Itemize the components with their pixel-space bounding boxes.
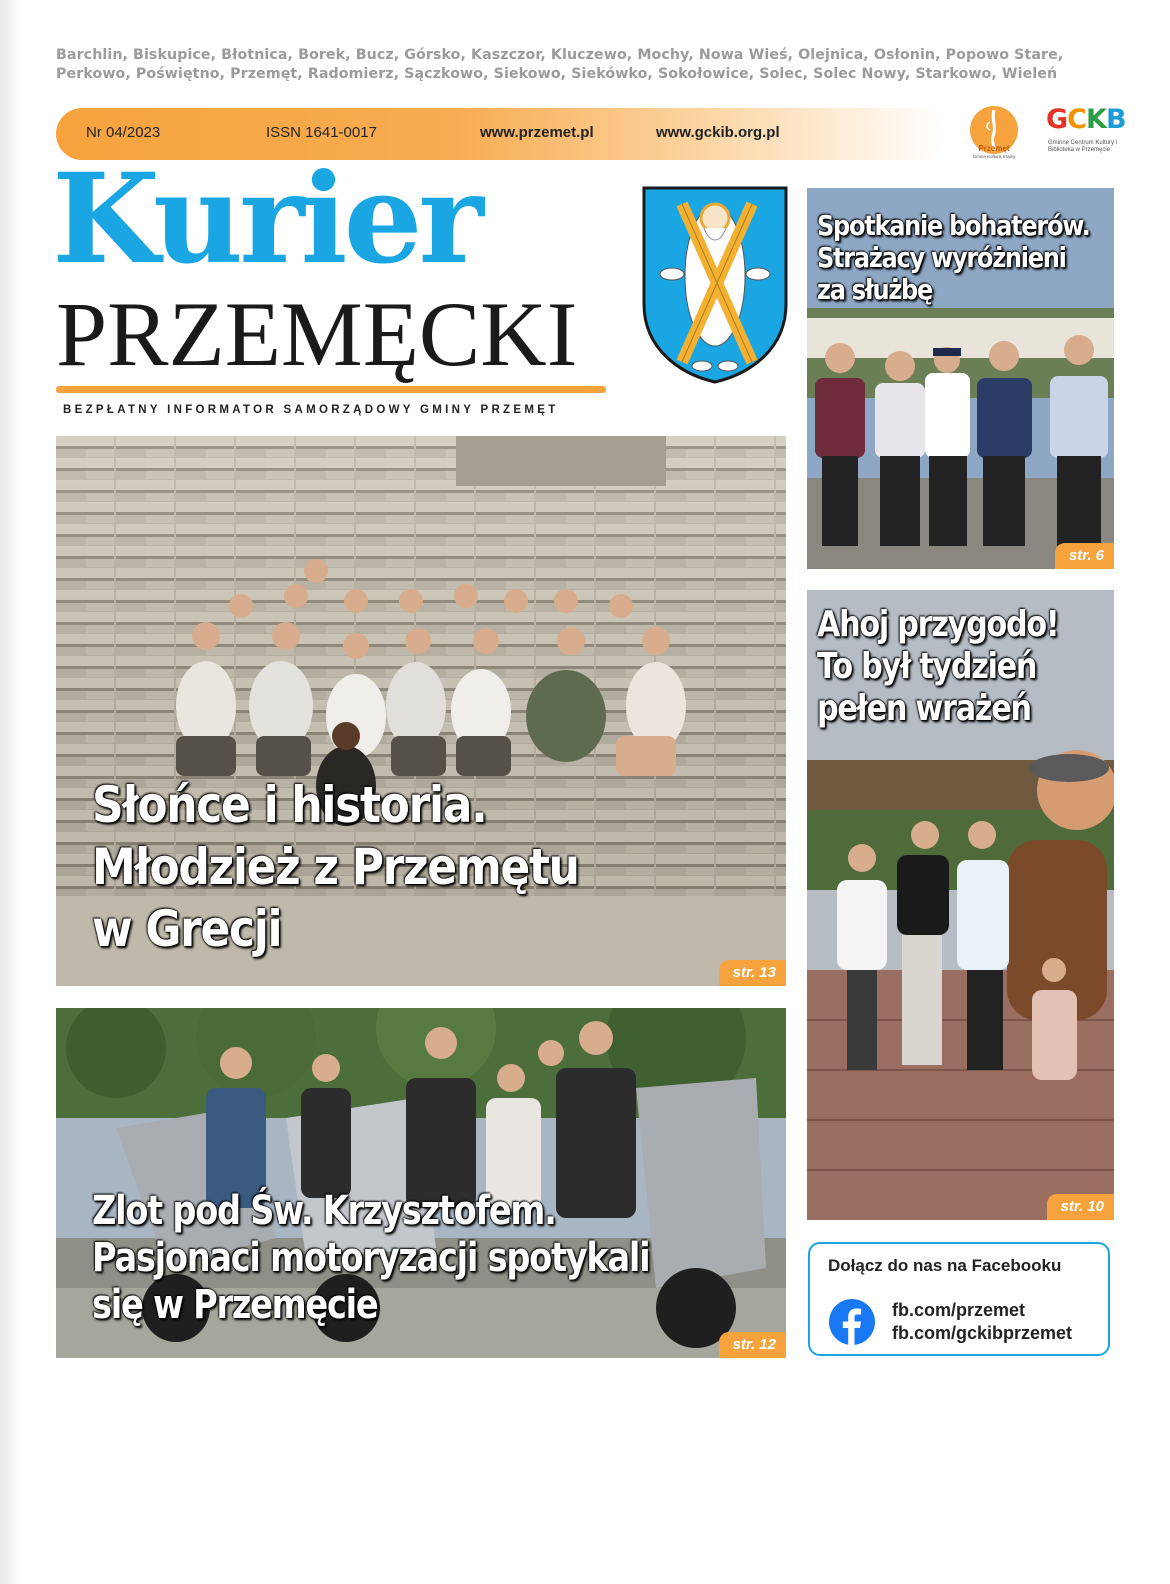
article-adventure[interactable] bbox=[807, 590, 1114, 1220]
coat-of-arms-icon bbox=[640, 184, 790, 386]
moto-headline-line-2: Pasjonaci motoryzacji spotykali bbox=[92, 1235, 650, 1281]
moto-page-badge: str. 12 bbox=[719, 1332, 786, 1358]
article-greece[interactable] bbox=[56, 436, 786, 986]
greece-headline-line-3: w Grecji bbox=[92, 900, 282, 958]
facebook-promo-title: Dołącz do nas na Facebooku bbox=[828, 1256, 1062, 1275]
website-link-przemet[interactable]: www.przemet.pl bbox=[480, 124, 594, 141]
website-link-gckib[interactable]: www.gckib.org.pl bbox=[656, 124, 780, 141]
moto-headline bbox=[92, 1188, 649, 1329]
greece-headline-line-2: Młodzież z Przemętu bbox=[92, 838, 579, 896]
issue-number: Nr 04/2023 bbox=[86, 124, 161, 141]
przemet-logo bbox=[964, 104, 1024, 164]
facebook-link-gckib[interactable]: fb.com/gckibprzemet bbox=[892, 1323, 1073, 1343]
masthead-underline bbox=[56, 386, 606, 393]
article-moto[interactable] bbox=[56, 1008, 786, 1358]
greece-page-badge: str. 13 bbox=[719, 960, 786, 986]
masthead-tagline: BEZPŁATNY INFORMATOR SAMORZĄDOWY GMINY PRZEMĘT bbox=[63, 404, 559, 416]
adventure-page-badge: str. 10 bbox=[1047, 1194, 1114, 1220]
greece-headline bbox=[92, 774, 579, 960]
adventure-headline-line-1: Ahoj przygodo! bbox=[817, 604, 1059, 645]
facebook-icon[interactable] bbox=[828, 1298, 876, 1346]
adventure-headline-line-3: pełen wrażeń bbox=[817, 688, 1031, 729]
masthead-title-przemecki: PRZEMĘCKI bbox=[56, 283, 578, 385]
heroes-page-badge: str. 6 bbox=[1055, 543, 1114, 569]
gckib-logo-letters: GCKB bbox=[1046, 104, 1126, 135]
greece-headline-line-1: Słońce i historia. bbox=[92, 776, 487, 834]
moto-headline-line-1: Zlot pod Św. Krzysztofem. bbox=[92, 1188, 556, 1234]
gckib-logo-sub: Gminne Centrum Kultury i Biblioteka w Przemęcie bbox=[1048, 140, 1118, 153]
przemet-logo-sub: Gmina Kulturą Krainy bbox=[972, 154, 1016, 159]
village-list bbox=[56, 46, 1126, 84]
village-list-line-1: Barchlin, Biskupice, Błotnica, Borek, Bucz, Górsko, Kaszczor, Kluczewo, Mochy, Nowa Wieś, Olejnica, Osłonin, Popowo Stare, bbox=[56, 47, 1064, 63]
adventure-headline bbox=[817, 604, 1058, 730]
gckib-logo bbox=[1040, 104, 1126, 166]
heroes-headline-line-3: za służbę bbox=[817, 273, 933, 306]
village-list-line-2: Perkowo, Poświętno, Przemęt, Radomierz, Sączkowo, Siekowo, Siekówko, Sokołowice, Solec, Solec Nowy, Starkowo, Wieleń bbox=[56, 66, 1058, 82]
facebook-promo-box bbox=[808, 1242, 1110, 1356]
moto-headline-line-3: się w Przemęcie bbox=[92, 1282, 378, 1328]
heroes-headline-line-1: Spotkanie bohaterów. bbox=[817, 209, 1090, 242]
page-edge-shade bbox=[0, 0, 22, 1584]
article-heroes[interactable] bbox=[807, 188, 1114, 569]
heroes-headline-line-2: Strażacy wyróżnieni bbox=[817, 241, 1066, 274]
przemet-logo-label: Przemęt bbox=[978, 144, 1010, 153]
adventure-headline-line-2: To był tydzień bbox=[817, 646, 1037, 687]
issn-number: ISSN 1641-0017 bbox=[266, 124, 377, 141]
heroes-headline bbox=[817, 210, 1089, 306]
facebook-link-przemet[interactable]: fb.com/przemet bbox=[892, 1300, 1026, 1320]
masthead-title-kurier: Kurier bbox=[52, 147, 480, 292]
